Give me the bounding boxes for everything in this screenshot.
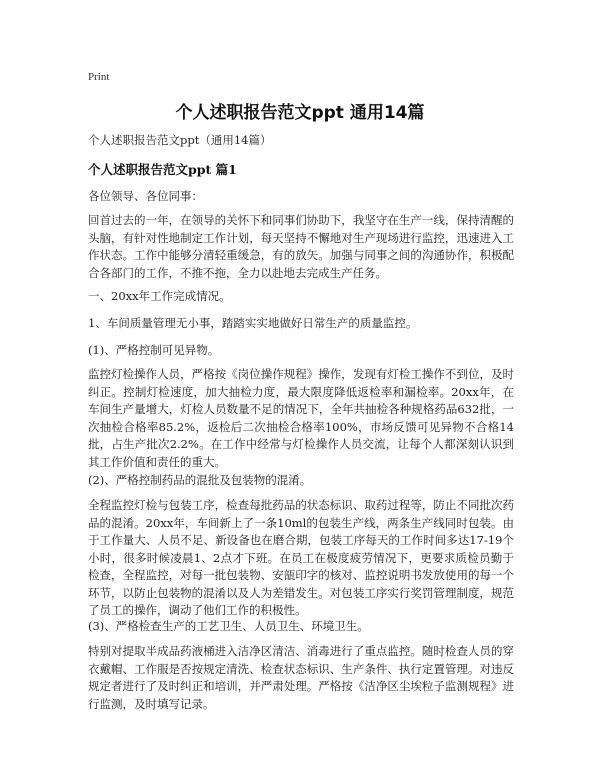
paragraph-intro: 回首过去的一年，在领导的关怀下和同事们协助下，我坚守在生产一线，保持清醒的头脑，有针对性地制定工作计划，每天坚持不懈地对生产现场进行监控，迅速进入工作状态。工作中能够分清轻重缓急，有的放矢。加强与同事之间的沟通协作，积极配合各部门的工作，不推不拖，全力以赴地去完成生产任务。 xyxy=(88,213,514,280)
print-label[interactable]: Print xyxy=(88,71,110,83)
paragraph-greeting: 各位领导、各位同事： xyxy=(88,189,203,203)
document-title: 个人述职报告范文ppt 通用14篇 xyxy=(175,103,425,123)
paragraph-section-one: 一、20xx年工作完成情况。 xyxy=(88,289,231,303)
paragraph-packaging-control: 全程监控灯检与包装工序，检查每批药品的状态标识、取药过程等，防止不同批次药品的混淆。20xx年，车间新上了一条10ml的包装生产线，两条生产线同时包装。由于工作量大、人员不足、新设备也在磨合期，包装工序每天的工作时间多达17-19个小时，很多时候凌晨1、2点才下班。在员工在极度疲劳情况下，更要求质检员勤于检查，全程监控，对每一批包装物、安瓿印字的核对、监控说明书发放使用的每一个环节，以防止包装物的混淆以及人为差错发生。对包装工序实行奖罚管理制度，规范了员工的操作，调动了他们工作的积极性。 xyxy=(88,498,514,617)
paragraph-visible-foreign-matter: 监控灯检操作人员，严格按《岗位操作规程》操作，发现有灯检工操作不到位，及时纠正。控制灯检速度，加大抽检力度，最大限度降低返检率和漏检率。20xx年，在车间生产量增大，灯检人员数量不足的情况下，全年共抽检各种规格药品632批，一次抽检合格率85.2%，返检后二次抽检合格率100%，市场反馈可见异物不合格14批，占生产批次2.2%。在工作中经常与灯检操作人员交流，让每个人都深刻认识到其工作价值和责任的重大。 xyxy=(88,367,514,469)
paragraph-hygiene: 特别对提取半成品药液桶进入洁净区清洁、消毒进行了重点监控。随时检查人员的穿衣戴帽、工作服是否按规定清洗、检查状态标识、生产条件、执行定置管理。对违反规定者进行了及时纠正和培训，并严肃处理。严格按《洁净区尘埃粒子监测规程》进行监测，及时填写记录。 xyxy=(88,644,514,711)
paragraph-sub-1: (1)、严格控制可见异物。 xyxy=(88,343,220,357)
document-subtitle: 个人述职报告范文ppt（通用14篇） xyxy=(88,133,272,147)
paragraph-sub-2: (2)、严格控制药品的混批及包装物的混淆。 xyxy=(88,473,312,487)
paragraph-sub-3: (3)、严格检查生产的工艺卫生、人员卫生、环境卫生。 xyxy=(88,619,369,633)
paragraph-item-1: 1、车间质量管理无小事，踏踏实实地做好日常生产的质量监控。 xyxy=(88,316,418,330)
section-heading: 个人述职报告范文ppt 篇1 xyxy=(88,162,237,177)
